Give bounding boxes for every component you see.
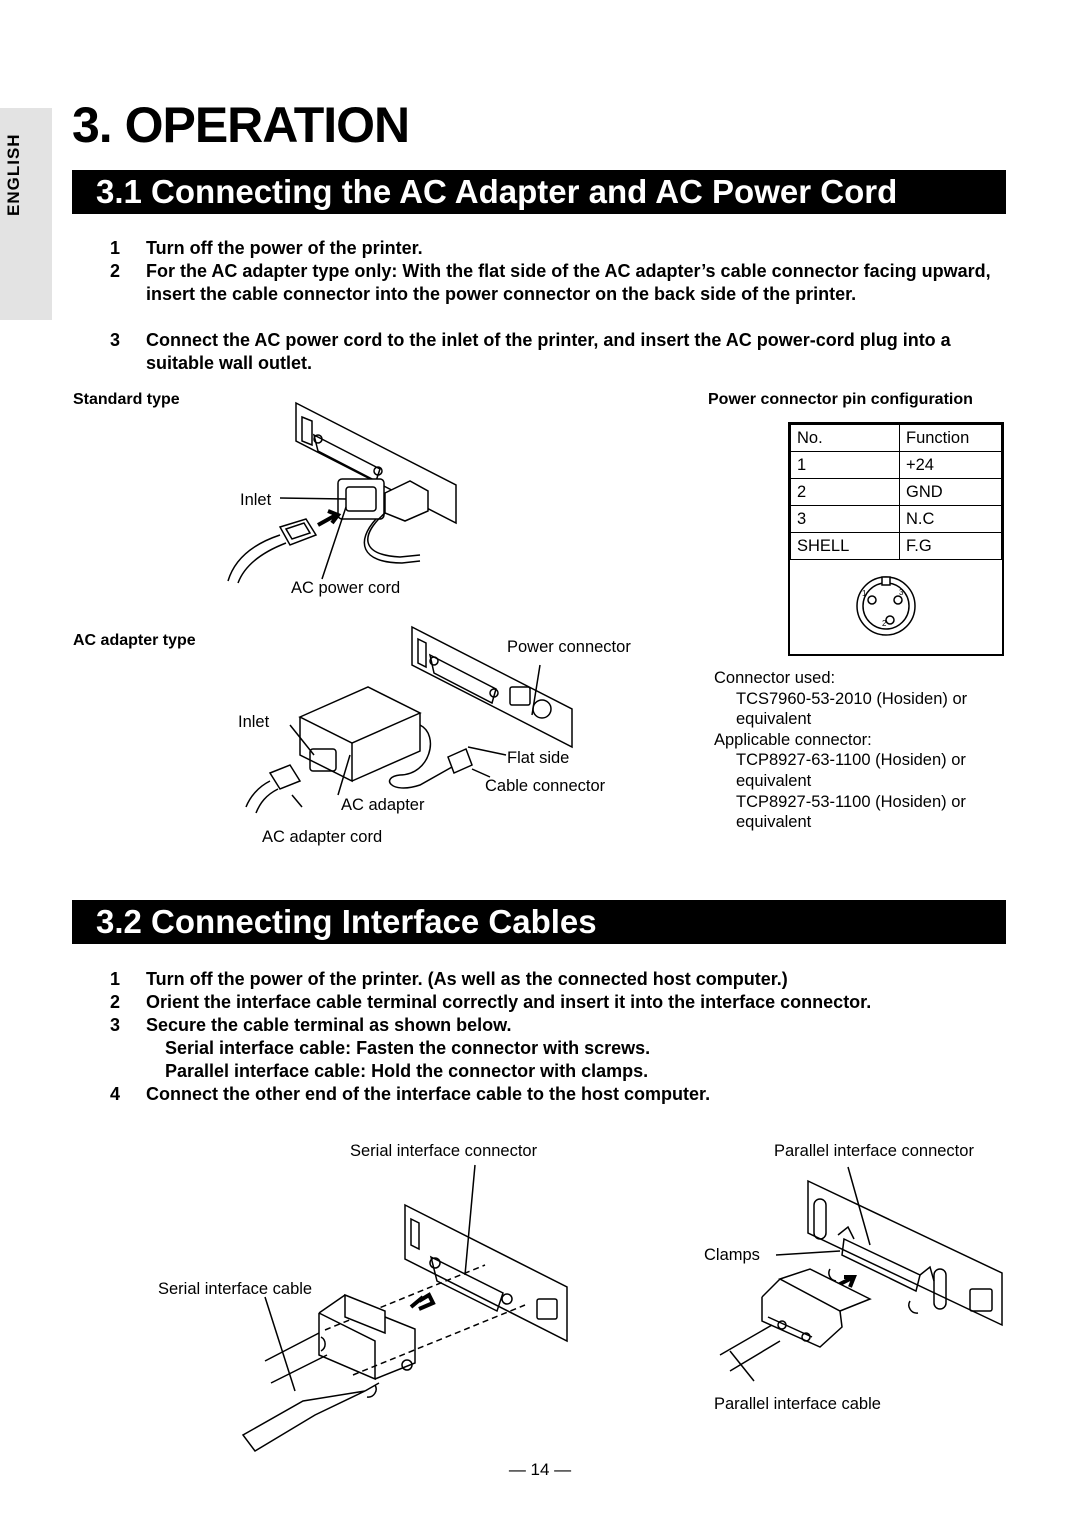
table-cell: N.C [900,506,1002,533]
applicable-connector-line: TCP8927-53-1100 (Hosiden) or [736,792,966,811]
ac-adapter-cord-label: AC adapter cord [262,828,383,846]
section-2-step [110,1014,1010,1037]
table-cell: SHELL [791,533,900,560]
language-tab-label: ENGLISH [4,133,23,216]
page-number: — 14 — [508,1460,572,1479]
pin-config-heading: Power connector pin configuration [708,391,973,408]
serial-connector-label: Serial interface connector [350,1142,538,1160]
ac-adapter-type-heading: AC adapter type [73,632,196,649]
applicable-connector-label: Applicable connector: [714,730,872,749]
clamps-label: Clamps [704,1246,760,1264]
connector-pin-diagram [854,574,918,638]
parallel-interface-illustration [720,1165,1010,1395]
header-cell: No. [791,425,900,452]
step-number: 1 [110,238,121,258]
table-cell: +24 [900,452,1002,479]
parallel-connector-label: Parallel interface connector [774,1142,974,1160]
step-detail [165,1060,1005,1083]
standard-type-heading: Standard type [73,391,180,408]
header-cell: Function [900,425,1002,452]
chapter-title: 3. OPERATION [72,97,410,153]
step-text: Orient the interface cable terminal correctly and insert it into the interface connector. [146,992,872,1012]
pin-config-box [788,422,1004,656]
step-number: 2 [110,992,121,1012]
table-header-row [791,425,1002,452]
step-text: Connect the AC power cord to the inlet of the printer, and insert the AC power-cord plug into a suitable wall outlet. [146,330,951,373]
step-text: Connect the other end of the interface cable to the host computer. [146,1084,711,1104]
language-tab [0,108,52,320]
table-cell: F.G [900,533,1002,560]
connector-used-line: TCS7960-53-2010 (Hosiden) or [736,689,968,708]
step-number: 3 [110,330,121,350]
section-3-2-title: 3.2 Connecting Interface Cables [72,900,1006,944]
ac-adapter-type-illustration [240,625,580,830]
step-text: Turn off the power of the printer. (As well as the connected host computer.) [146,969,788,989]
power-connector-label: Power connector [507,638,631,656]
section-2-step [110,1083,1010,1106]
serial-interface-illustration [235,1165,575,1465]
step-number: 4 [110,1084,121,1104]
step-detail-text: Serial interface cable: Fasten the connector with screws. [165,1038,651,1058]
pin-label: 1 [862,589,867,598]
section-1-step [110,260,1010,306]
adapter-inlet-label: Inlet [238,713,270,731]
pin-label: 3 [899,588,904,597]
section-1-step [110,329,1010,375]
step-number: 2 [110,261,121,281]
section-2-step [110,968,1010,991]
table-row [791,452,1002,479]
table-cell: 3 [791,506,900,533]
inlet-label: Inlet [240,491,272,509]
pin-label: 2 [882,619,887,628]
table-cell: 2 [791,479,900,506]
ac-power-cord-label: AC power cord [291,579,401,597]
applicable-connector-line: equivalent [736,813,812,832]
connector-used-line: equivalent [736,710,812,729]
serial-cable-label: Serial interface cable [158,1280,313,1298]
section-1-step [110,237,1010,260]
table-row [791,533,1002,560]
step-text: Secure the cable terminal as shown below. [146,1015,512,1035]
cable-connector-label: Cable connector [485,777,606,795]
flat-side-label: Flat side [507,749,570,767]
pin-config-table [790,424,1002,560]
step-text: Turn off the power of the printer. [146,238,423,258]
table-row [791,479,1002,506]
table-cell: 1 [791,452,900,479]
ac-adapter-label: AC adapter [341,796,425,814]
step-number: 3 [110,1015,121,1035]
connector-used-label: Connector used: [714,669,836,687]
connector-used-notes [714,668,967,833]
table-row [791,506,1002,533]
step-detail [165,1037,1005,1060]
parallel-cable-label: Parallel interface cable [714,1395,881,1413]
standard-type-illustration [220,395,470,585]
section-2-step [110,991,1010,1014]
table-cell: GND [900,479,1002,506]
step-text: For the AC adapter type only: With the flat side of the AC adapter’s cable connector facing upward, insert the cable connector into the power connector on the back side of the printer. [146,261,991,304]
applicable-connector-line: equivalent [736,771,812,790]
step-detail-text: Parallel interface cable: Hold the connector with clamps. [165,1061,649,1081]
section-3-1-title: 3.1 Connecting the AC Adapter and AC Power Cord [72,170,1006,214]
step-number: 1 [110,969,121,989]
applicable-connector-line: TCP8927-63-1100 (Hosiden) or [736,751,966,770]
